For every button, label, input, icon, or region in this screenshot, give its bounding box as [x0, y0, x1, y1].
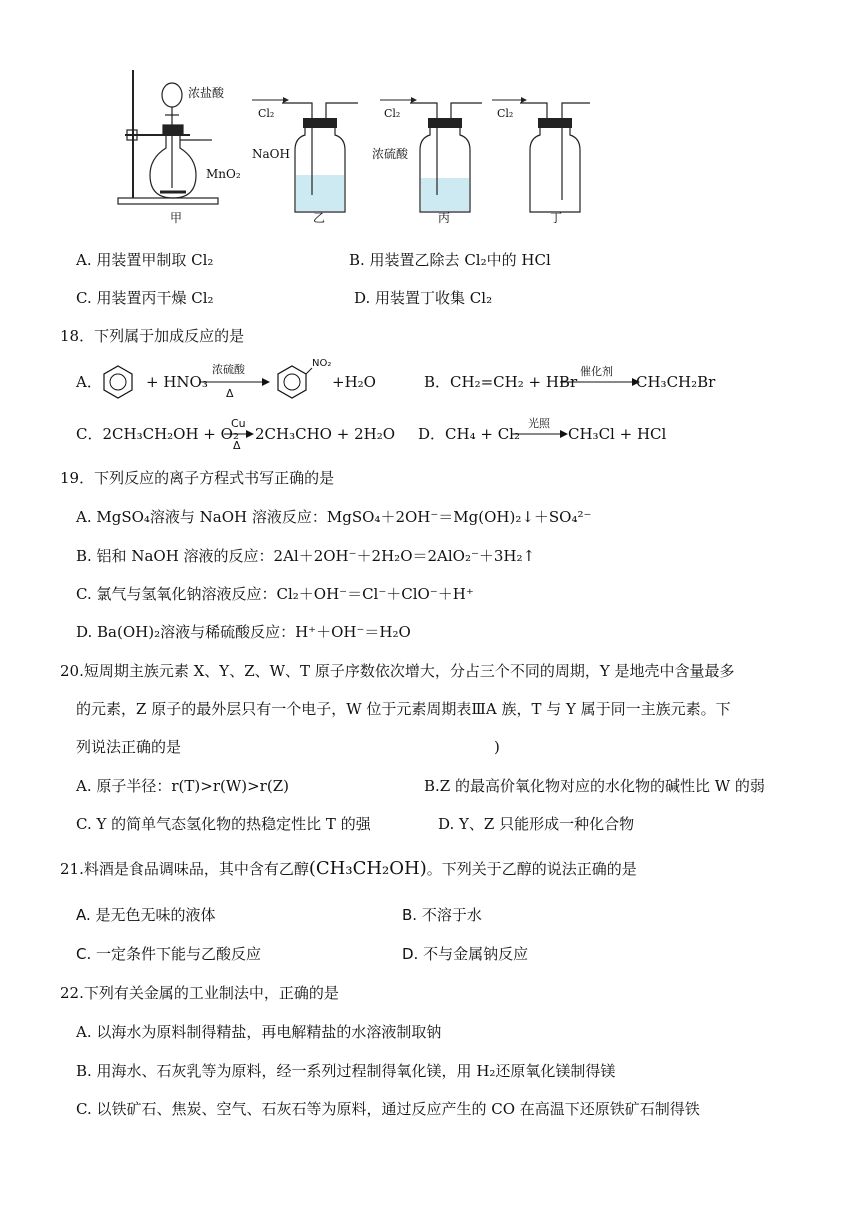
q18-option-c: C．2CH₃CH₂OH + O₂: [76, 425, 239, 443]
label-yi: 乙: [313, 211, 326, 225]
q20-stem-line2: 的元素，Z 原子的最外层只有一个电子，W 位于元素周期表ⅢA 族，T 与 Y 属于同一主族元素。下: [76, 700, 731, 718]
label-mno2: MnO₂: [206, 167, 241, 181]
q21-stem-a: 21.料酒是食品调味品，其中含有乙醇: [60, 860, 309, 878]
label-conc-h2so4: 浓硫酸: [372, 147, 409, 161]
reaction-arrow-b: [560, 377, 640, 387]
q22-option-c: C. 以铁矿石、焦炭、空气、石灰石等为原料，通过反应产生的 CO 在高温下还原铁矿石制得铁: [76, 1100, 700, 1118]
q18-option-c-product: 2CH₃CHO + 2H₂O: [255, 425, 396, 443]
q19-option-d: D. Ba(OH)₂溶液与稀硫酸反应：H⁺＋OH⁻＝H₂O: [76, 623, 411, 641]
q22-option-a: A. 以海水为原料制得精盐，再电解精盐的水溶液制取钠: [76, 1023, 442, 1041]
q17-option-c: C. 用装置丙干燥 Cl₂: [76, 289, 214, 307]
reaction-arrow-d: [512, 429, 568, 439]
q18-option-d-condition: 光照: [528, 417, 550, 430]
q18-option-d: D．CH₄ + Cl₂: [418, 425, 520, 443]
q18-option-a-reagent: + HNO₃: [146, 373, 208, 391]
q17-option-d: D. 用装置丁收集 Cl₂: [354, 289, 493, 307]
benzene-ring-icon: [100, 364, 136, 400]
q21-option-d: D. 不与金属钠反应: [402, 945, 529, 963]
q18-option-b-product: CH₃CH₂Br: [636, 373, 716, 391]
q20-stem-line1: 20.短周期主族元素 X、Y、Z、W、T 原子序数依次增大，分占三个不同的周期，Y 是地壳中含量最多: [60, 662, 735, 680]
q21-stem: [60, 859, 637, 879]
q18-stem: 18．下列属于加成反应的是: [60, 327, 245, 345]
q18-option-c-condition-heat: Δ: [233, 439, 241, 452]
label-naoh: NaOH: [252, 147, 290, 161]
q22-stem: 22.下列有关金属的工业制法中，正确的是: [60, 984, 339, 1002]
q20-option-c: C. Y 的简单气态氢化物的热稳定性比 T 的强: [76, 815, 371, 833]
q21-option-c: C. 一定条件下能与乙酸反应: [76, 945, 262, 963]
q18-option-d-product: CH₃Cl + HCl: [568, 425, 667, 443]
nitrobenzene-ring-icon: [274, 362, 314, 402]
q21-option-b: B. 不溶于水: [402, 906, 482, 924]
q18-option-a-condition: 浓硫酸: [212, 363, 245, 376]
q20-option-a: A. 原子半径：r(T)>r(W)>r(Z): [76, 777, 289, 795]
q18-option-c-condition: Cu: [231, 417, 246, 430]
q17-option-b: B. 用装置乙除去 Cl₂中的 HCl: [349, 251, 551, 269]
q20-option-d: D. Y、Z 只能形成一种化合物: [438, 815, 635, 833]
label-cl2-bing: Cl₂: [384, 107, 401, 120]
label-cl2-ding: Cl₂: [497, 107, 514, 120]
q18-option-a-no2: NO₂: [312, 358, 332, 369]
label-bing: 丙: [438, 211, 451, 225]
apparatus-figure: [0, 0, 860, 230]
label-ding: 丁: [550, 211, 563, 225]
q21-formula: (CH₃CH₂OH): [308, 858, 427, 879]
reaction-arrow-c: [224, 429, 254, 439]
q18-option-a-product: +H₂O: [332, 373, 376, 391]
q19-option-a: A. MgSO₄溶液与 NaOH 溶液反应：MgSO₄＋2OH⁻＝Mg(OH)₂↓＋SO₄²⁻: [76, 508, 592, 526]
q17-option-a: A. 用装置甲制取 Cl₂: [76, 251, 214, 269]
q18-option-b-condition: 催化剂: [580, 365, 613, 378]
q18-option-b: B．CH₂=CH₂ + HBr: [424, 373, 578, 391]
q20-answer-paren: ): [494, 738, 500, 756]
q20-stem-line3: 列说法正确的是: [76, 738, 182, 756]
q19-stem: 19．下列反应的离子方程式书写正确的是: [60, 469, 335, 487]
label-cl2-yi: Cl₂: [258, 107, 275, 120]
reaction-arrow-a: [200, 377, 270, 387]
q19-option-b: B. 铝和 NaOH 溶液的反应：2Al＋2OH⁻＋2H₂O＝2AlO₂⁻＋3H₂↑: [76, 547, 536, 565]
q18-option-a-condition-heat: Δ: [226, 387, 234, 400]
label-jia: 甲: [170, 211, 183, 225]
q20-option-b: B.Z 的最高价氧化物对应的水化物的碱性比 W 的弱: [424, 777, 765, 795]
q21-stem-b: 。下列关于乙醇的说法正确的是: [426, 860, 637, 878]
q21-option-a: A. 是无色无味的液体: [76, 906, 216, 924]
q18-option-a-prefix: A．: [76, 373, 102, 391]
q22-option-b: B. 用海水、石灰乳等为原料，经一系列过程制得氧化镁，用 H₂还原氧化镁制得镁: [76, 1062, 616, 1080]
label-conc-hcl: 浓盐酸: [188, 86, 225, 100]
q19-option-c: C. 氯气与氢氧化钠溶液反应：Cl₂＋OH⁻＝Cl⁻＋ClO⁻＋H⁺: [76, 585, 474, 603]
